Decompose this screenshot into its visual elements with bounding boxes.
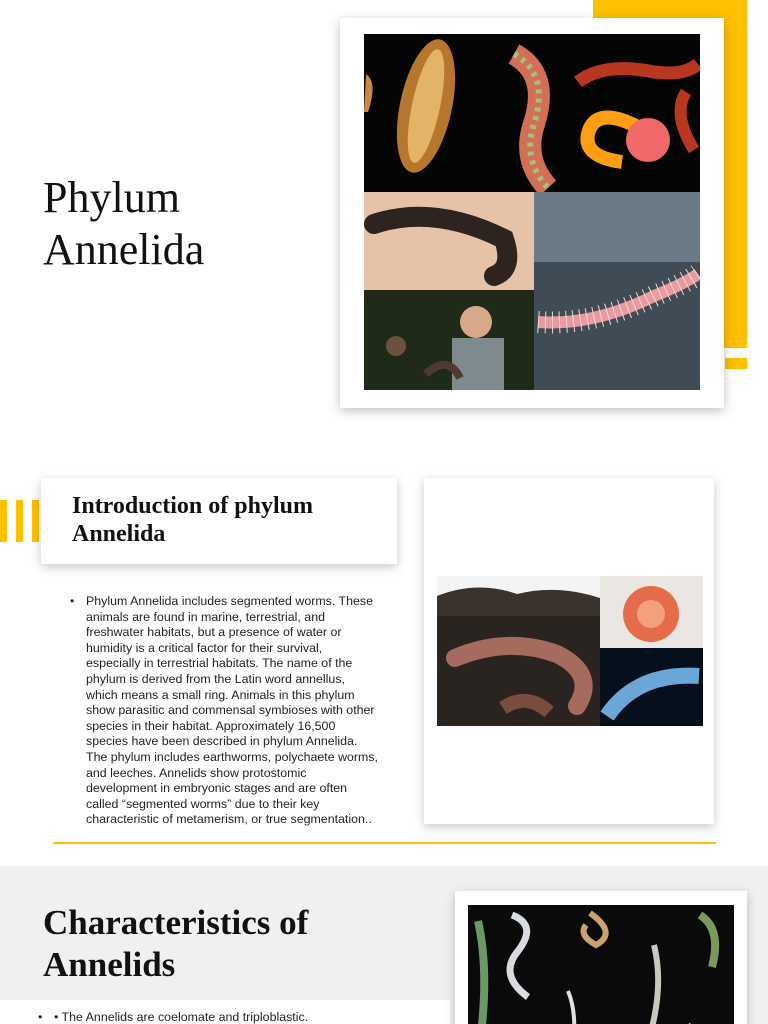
intro-body xyxy=(70,594,380,828)
list-item xyxy=(38,1010,308,1024)
intro-heading-card xyxy=(41,478,397,564)
accent-stripe xyxy=(0,500,7,542)
photo-blue-worm xyxy=(600,648,703,726)
photo-fanworm xyxy=(600,576,703,648)
photo-leech xyxy=(364,192,534,290)
characteristics-image-card xyxy=(455,891,747,1024)
annelid-photo-collage xyxy=(364,34,700,390)
characteristic-text: • The Annelids are coelomate and triploblastic. xyxy=(54,1010,309,1024)
characteristics-list xyxy=(0,1000,450,1024)
slide-characteristics xyxy=(0,866,768,1024)
divider-line xyxy=(53,842,716,844)
slide-title-heading: Phylum Annelida xyxy=(43,173,205,274)
slide-title xyxy=(0,0,768,440)
photo-polychaete xyxy=(534,192,700,390)
intro-paragraph: Phylum Annelida includes segmented worms. These animals are found in marine, terrestrial, and freshwater habitats, but a presence of water or humidity is a critical factor for their survival, especially in terrestrial habitats. The name of the phylum is derived from the Latin word annellus, which means a small ring. Animals in this phylum show parasitic and commensal symbioses with other species in their habitat. Approximately 16,500 species have been described in phylum Annelida. The phylum includes earthworms, polychaete worms, and leeches. Annelids show protostomic development in embryonic stages and are often called “segmented worms” due to their key characteristic of metamerism, or true segmentation.. xyxy=(86,594,378,827)
bullet-marker: • xyxy=(38,1010,43,1024)
accent-stripe xyxy=(16,500,23,542)
annelid-specimens-photo xyxy=(468,905,734,1024)
title-image-card xyxy=(340,18,724,408)
photo-man-with-worm xyxy=(364,290,534,390)
intro-heading: Introduction of phylum Annelida xyxy=(72,493,313,547)
characteristics-heading: Characteristics of Annelids xyxy=(43,903,309,984)
intro-image-card xyxy=(424,478,714,824)
accent-stripe xyxy=(32,500,39,542)
accent-bar-small xyxy=(725,358,747,369)
intro-bullet xyxy=(70,594,380,828)
photo-earthworm-soil xyxy=(437,576,600,726)
intro-photo-collage xyxy=(437,576,703,726)
slide-introduction xyxy=(0,440,768,866)
bullet-marker: • xyxy=(70,594,75,608)
